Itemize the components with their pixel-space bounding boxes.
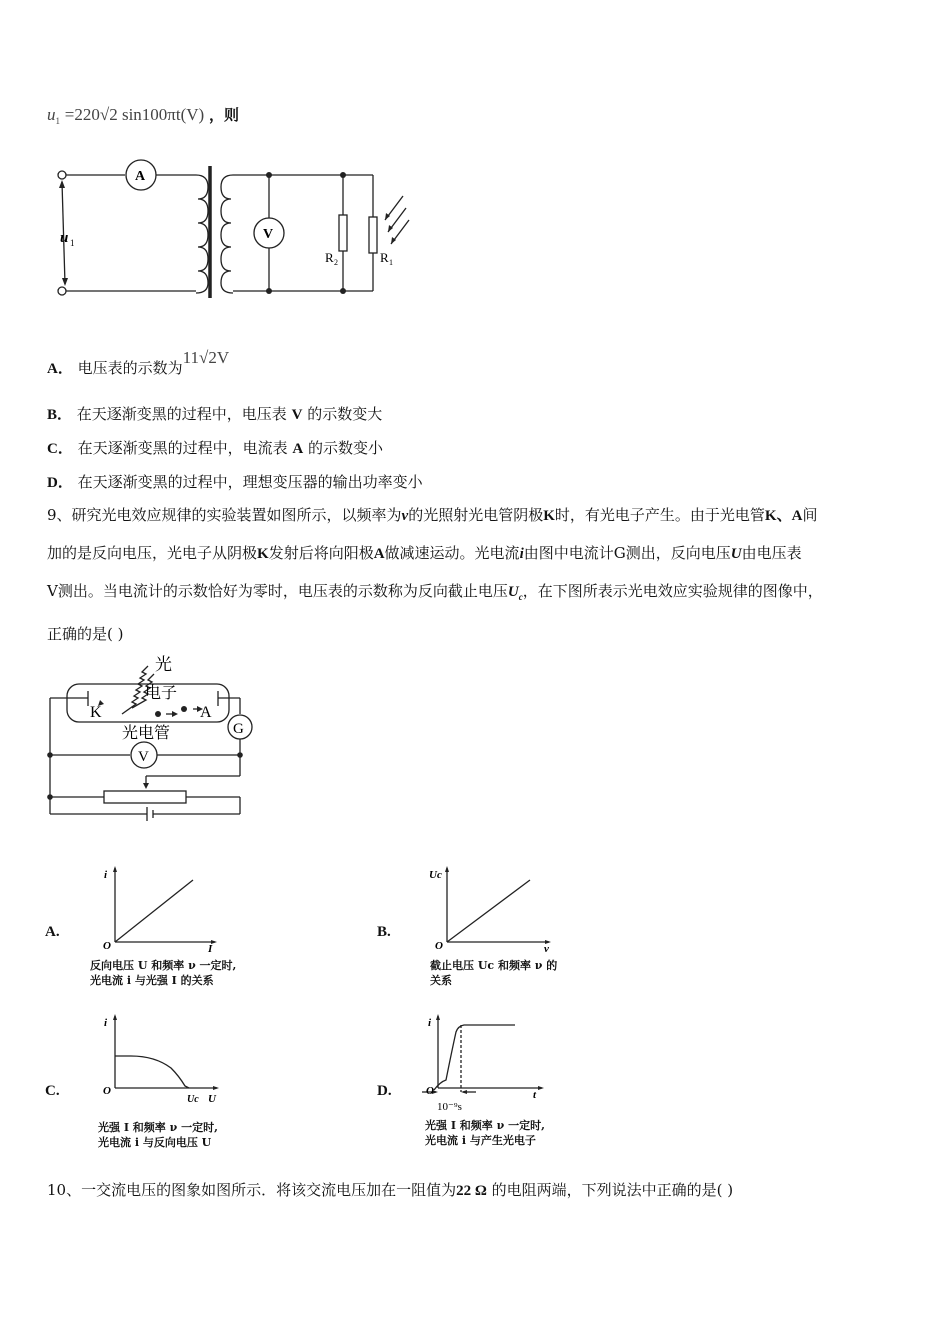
option-text: 电压表的示数为 <box>77 359 183 377</box>
y-axis-label: i <box>104 869 108 881</box>
graph-b-letter: B. <box>377 924 391 940</box>
graph-d <box>420 1010 560 1120</box>
graph-d-caption: 光强 I 和频率 ν 一定时, 光电流 i 与产生光电子 <box>425 1119 545 1147</box>
y-axis-label: i <box>428 1017 432 1029</box>
option-text: 在天逐渐变黑的过程中，理想变压器的输出功率变小 <box>77 473 423 491</box>
r1-sub: 1 <box>389 258 393 267</box>
graph-a-letter: A. <box>45 924 60 940</box>
option-text-post: 的示数变小 <box>303 439 384 457</box>
formula-rhs: =220√2 sin100πt(V) <box>64 105 205 124</box>
electron-label: 电子 <box>145 685 178 702</box>
q9-line-2: 加的是反向电压，光电子从阴极K发射后将向阳极A做减速运动。光电流i由图中电流计G测出，反向电压U由电压表 <box>47 544 802 562</box>
ammeter-label: A <box>135 169 146 184</box>
input-voltage-sub: 1 <box>70 238 75 248</box>
option-text-post: 的示数变大 <box>302 405 383 423</box>
graph-c <box>95 1010 235 1110</box>
graph-c-letter: C. <box>45 1083 60 1099</box>
voltmeter-label: V <box>138 749 149 765</box>
graph-c-caption: 光强 I 和频率 ν 一定时, 光电流 i 与反向电压 U <box>98 1121 218 1149</box>
formula-suffix: ，则 <box>208 106 239 124</box>
option-bold: A <box>292 441 304 457</box>
q8-option-d <box>47 471 423 492</box>
r2-label: R <box>325 250 334 265</box>
option-letter: D． <box>47 475 73 491</box>
time-mark-label: 10⁻⁹s <box>437 1101 462 1113</box>
x-axis-label: U <box>208 1093 216 1105</box>
q8-option-a <box>47 348 230 378</box>
option-letter: B． <box>47 407 73 423</box>
r1-label: R <box>380 250 389 265</box>
anode-a-label: A <box>200 704 212 721</box>
galvanometer-label: G <box>233 721 244 737</box>
formula-lhs: u <box>47 105 56 124</box>
cathode-k-label: K <box>90 704 102 721</box>
graph-b <box>425 862 565 952</box>
q9-line-3: V测出。当电流计的示数恰好为零时，电压表的示数称为反向截止电压$U_c$，在下图所表示光电效应实验规律的图像中， <box>47 582 823 602</box>
origin-label: O <box>426 1085 434 1097</box>
option-math: 11√2V <box>182 348 230 367</box>
q9-line-1: 9、研究光电效应规律的实验装置如图所示，以频率为v的光照射光电管阴极K时，有光电子产生。由于光电管K、A间 <box>47 506 818 524</box>
q8-option-b <box>47 403 382 424</box>
x-axis-label: t <box>533 1089 537 1101</box>
option-letter: A． <box>47 361 73 377</box>
option-text: 在天逐渐变黑的过程中，电流表 <box>77 439 293 457</box>
q8-option-c <box>47 437 383 458</box>
r2-sub: 2 <box>334 258 338 267</box>
option-bold: V <box>291 407 303 423</box>
origin-label: O <box>103 1085 111 1097</box>
x-axis-label: I <box>208 943 213 952</box>
q8-formula <box>47 104 239 126</box>
q9-question <box>47 497 917 653</box>
q9-line-4: 正确的是( ) <box>47 625 124 643</box>
graph-d-letter: D. <box>377 1083 392 1099</box>
voltmeter-label: V <box>263 227 274 242</box>
origin-label: O <box>103 940 111 952</box>
graph-a-caption: 反向电压 U 和频率 ν 一定时, 光电流 i 与光强 I 的关系 <box>90 959 237 987</box>
option-text: 在天逐渐变黑的过程中，电压表 <box>76 405 292 423</box>
graph-a <box>95 862 235 952</box>
input-voltage-label: u <box>60 230 69 246</box>
cutoff-voltage-label: Uc <box>187 1094 199 1105</box>
origin-label: O <box>435 940 443 952</box>
phototube-label: 光电管 <box>122 725 171 742</box>
transformer-circuit-diagram <box>40 158 420 308</box>
option-letter: C． <box>47 441 73 457</box>
formula-lhs-sub: 1 <box>55 116 60 126</box>
y-axis-label: i <box>104 1017 108 1029</box>
x-axis-label: ν <box>544 943 549 952</box>
q10-question: 10、一交流电压的图象如图所示．将该交流电压加在一阻值为22 Ω 的电阻两端，下列说法中正确的是( ) <box>47 1181 734 1199</box>
light-label: 光 <box>155 655 172 674</box>
y-axis-label: Uc <box>429 869 442 881</box>
photoelectric-apparatus-diagram <box>40 648 260 828</box>
graph-b-caption: 截止电压 Uc 和频率 ν 的 关系 <box>430 959 558 987</box>
